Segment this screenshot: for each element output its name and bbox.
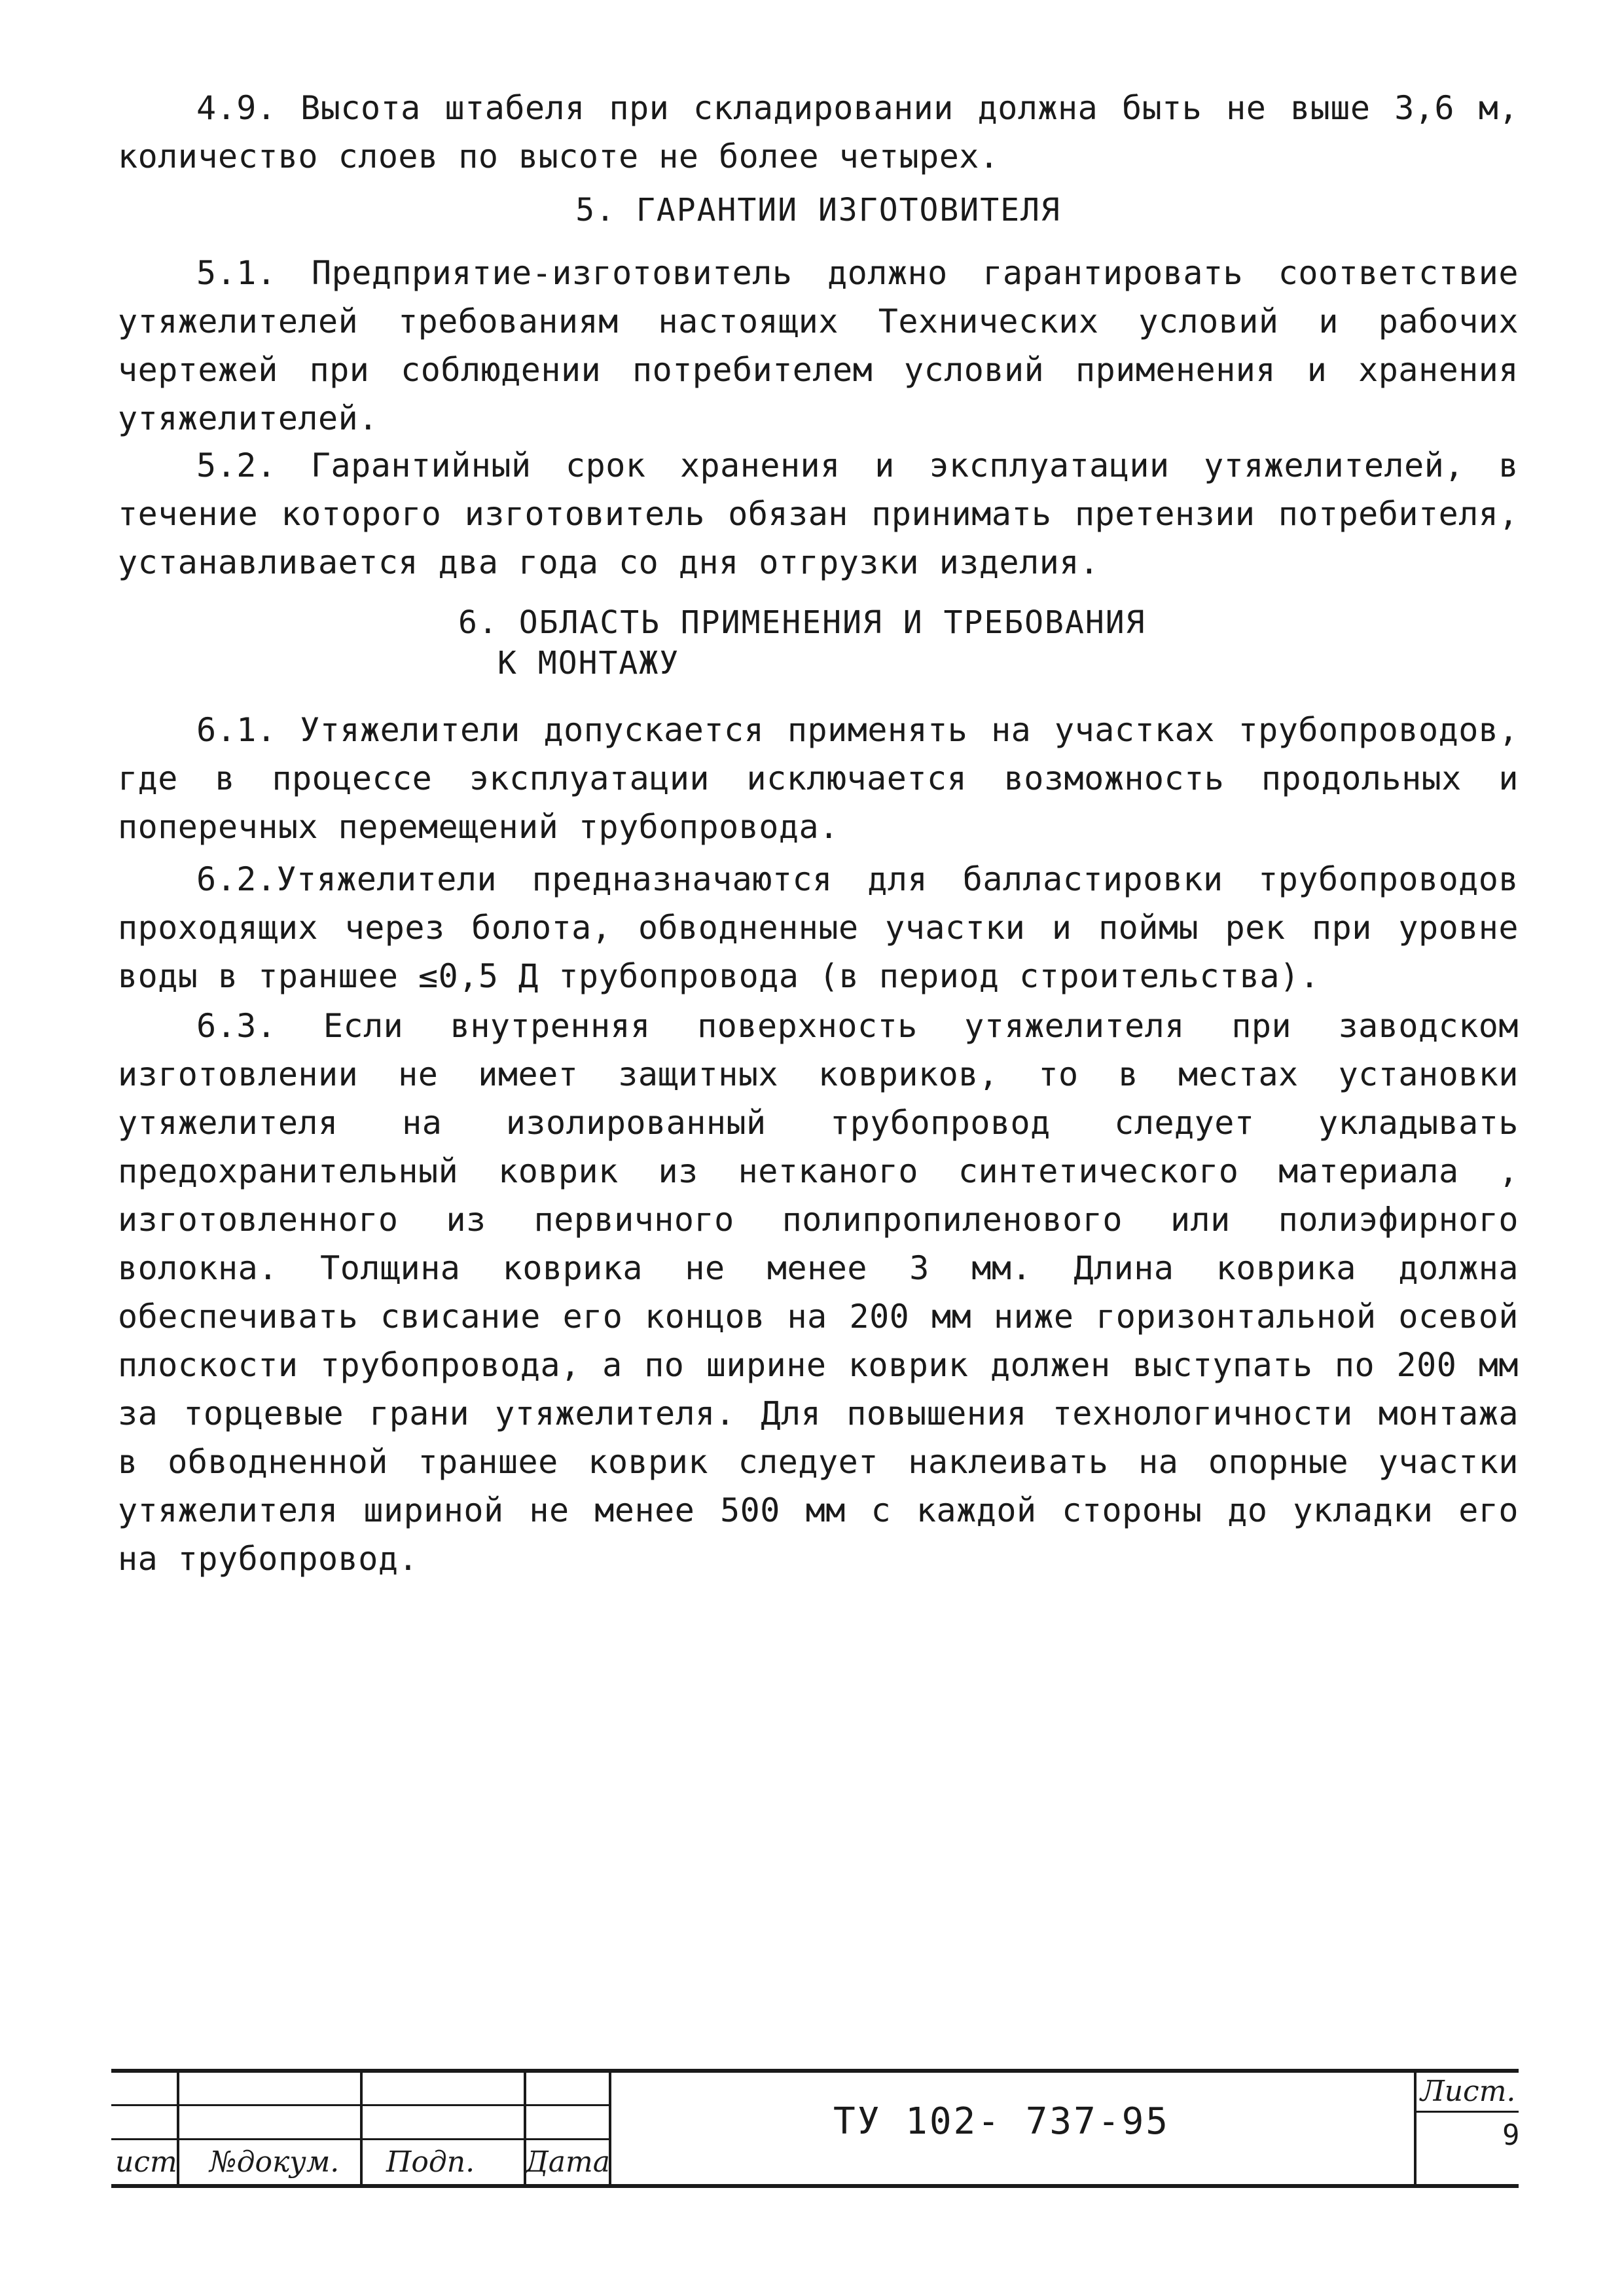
paragraph-number: 4.9. bbox=[196, 89, 277, 127]
title-block-stamp bbox=[111, 2069, 1519, 2188]
paragraph-text: Утяжелители допускается применять на участках трубопроводов, где в процессе эксплуатации исключается возможность продольных и поперечных перемещений трубопровода. bbox=[118, 711, 1519, 846]
section-title-line-1: 6. ОБЛАСТЬ ПРИМЕНЕНИЯ И ТРЕБОВАНИЯ bbox=[458, 604, 1146, 641]
section-title-line-2: К МОНТАЖУ bbox=[497, 645, 680, 682]
stamp-row-line bbox=[1414, 2111, 1519, 2113]
document-code: ТУ 102- 737-95 bbox=[833, 2100, 1170, 2143]
paragraph-6-1 bbox=[118, 706, 1519, 851]
paragraph-text: Гарантийный срок хранения и эксплуатации утяжелителей, в течение которого изготовитель обязан принимать претензии потребителя, устанавливается два года со дня отгрузки изделия. bbox=[118, 446, 1519, 581]
stamp-divider bbox=[1414, 2073, 1416, 2184]
paragraph-number: 6.1. bbox=[196, 711, 277, 749]
paragraph-text: Предприятие-изготовитель должно гарантировать соответствие утяжелителей требованиям настоящих Технических условий и рабочих чертежей при соблюдении потребителем условий применения и хранения утяжелителей. bbox=[118, 254, 1519, 437]
stamp-label-izm: ист bbox=[115, 2145, 177, 2179]
stamp-label-doc: №докум. bbox=[209, 2145, 340, 2179]
section-heading-5 bbox=[118, 190, 1519, 230]
paragraph-number: 6.2. bbox=[196, 860, 277, 898]
paragraph-text: Утяжелители предназначаются для балластировки трубопроводов проходящих через болота, обводненные участки и поймы рек при уровне воды в траншее ≤0,5 Д трубопровода (в период строительства). bbox=[118, 860, 1519, 995]
stamp-label-date: Дата bbox=[525, 2145, 610, 2179]
paragraph-5-2 bbox=[118, 441, 1519, 587]
sheet-number: 9 bbox=[1502, 2119, 1520, 2152]
section-title: 5. ГАРАНТИИ ИЗГОТОВИТЕЛЯ bbox=[575, 192, 1061, 228]
paragraph-5-1 bbox=[118, 249, 1519, 443]
paragraph-number: 5.1. bbox=[196, 254, 277, 292]
paragraph-number: 6.3. bbox=[196, 1007, 277, 1045]
paragraph-text: Если внутренняя поверхность утяжелителя при заводском изготовлении не имеет защитных ковриков, то в местах установки утяжелителя на изолированный трубопровод следует укладывать предохранительный коврик из нетканого синтетического материала , изготовленного из первичного полипропиленового или полиэфирного волокна. Толщина коврика не менее 3 мм. Длина коврика должна обеспечивать свисание его концов на 200 мм ниже горизонтальной осевой плоскости трубопровода, а по ширине коврик должен выступать по 200 мм за торцевые грани утяжелителя. Для повышения технологичности монтажа в обводненной траншее коврик следует наклеивать на опорные участки утяжелителя шириной не менее 500 мм с каждой стороны до укладки его на трубопровод. bbox=[118, 1007, 1519, 1578]
paragraph-6-2 bbox=[118, 855, 1519, 1000]
paragraph-number: 5.2. bbox=[196, 446, 277, 484]
section-heading-6 bbox=[458, 602, 1309, 683]
stamp-label-sign: Подп. bbox=[386, 2145, 475, 2179]
paragraph-6-3 bbox=[118, 1002, 1519, 1583]
paragraph-4-9 bbox=[118, 84, 1519, 181]
stamp-label-sheet: Лист. bbox=[1420, 2075, 1516, 2108]
stamp-divider bbox=[360, 2073, 363, 2184]
paragraph-text: Высота штабеля при складировании должна быть не выше 3,6 м, количество слоев по высоте не более четырех. bbox=[118, 89, 1519, 175]
stamp-row-line bbox=[111, 2104, 609, 2106]
stamp-row-line bbox=[111, 2138, 609, 2140]
